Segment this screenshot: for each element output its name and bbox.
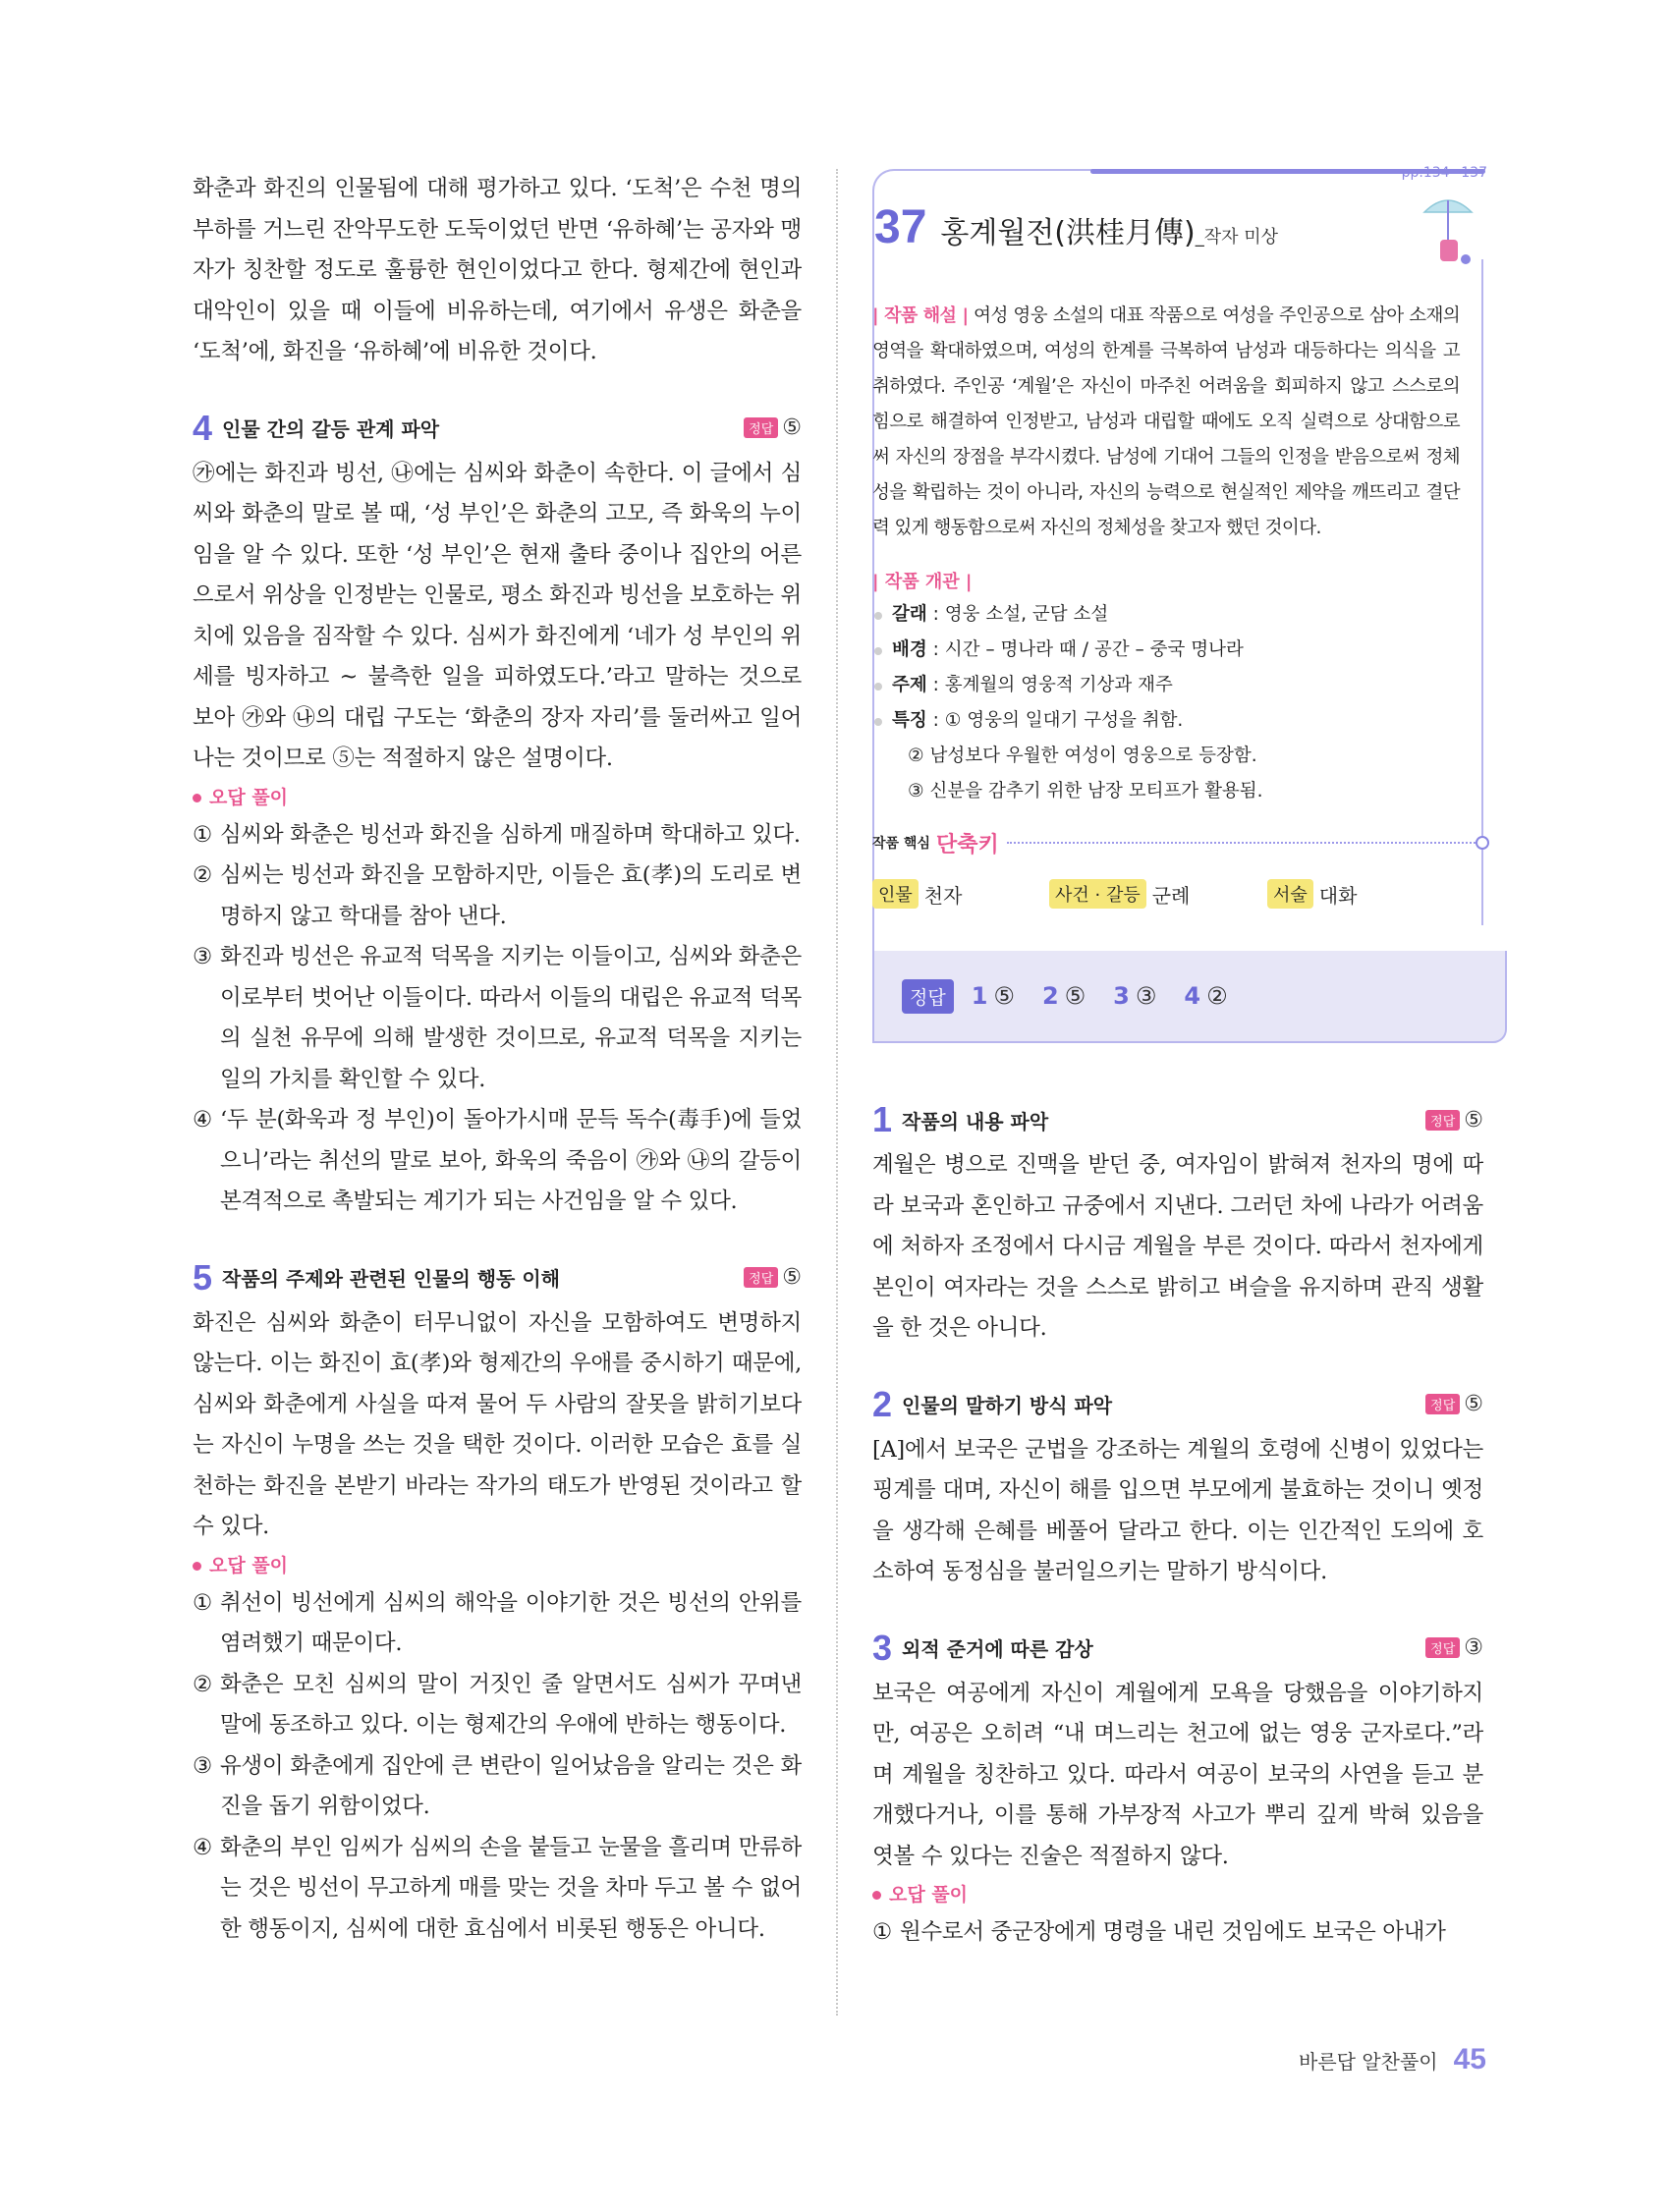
question-5-explanation: 화진은 심씨와 화춘이 터무니없이 자신을 모함하여도 변명하지 않는다. 이는 화진이 효(孝)와 형제간의 우애를 중시하기 때문에, 심씨와 화춘에게 사실을 따져 물어 두 사람의 잘못을 밝히기보다는 자신이 누명을 쓰는 것을 택한 것이다. 이러한 모습은 효를 실천하는 화진을 본받기 바라는 작가의 태도가 반영된 것이라고 할 수 있다.	[193, 1309, 802, 1539]
answer-badge: 정답	[744, 1267, 778, 1288]
wrong-answer-heading: 오답 풀이	[193, 1548, 802, 1583]
answer-value: ⑤	[782, 1265, 802, 1290]
question-3-explanation: 보국은 여공에게 자신이 계월에게 모욕을 당했음을 이야기하지만, 여공은 오히려 “내 며느리는 천고에 없는 영웅 군자로다.”라며 계월을 칭찬하고 있다. 따라서 여공이 보국의 사연을 듣고 분개했다거나, 이를 통해 가부장적 사고가 뿌리 깊게 박혀 있음을 엿볼 수 있다는 진술은 적절하지 않다.	[872, 1680, 1483, 1869]
core-key-item: 인물 천자	[872, 879, 1049, 909]
wrong-answer-item: ③ 유생이 화춘에게 집안에 큰 변란이 일어났음을 알리는 것은 화진을 돕기 위함이었다.	[193, 1752, 802, 1819]
answer-summary-tag: 정답	[902, 979, 954, 1014]
work-summary-box	[872, 165, 1487, 1043]
overview-item: ③ 신분을 감추기 위한 남장 모티프가 활용됨.	[908, 781, 1263, 802]
umbrella-icon	[1419, 191, 1477, 269]
core-key-header	[872, 823, 1460, 862]
question-number: 3	[872, 1627, 893, 1668]
overview-label: | 작품 개관 |	[872, 572, 973, 592]
answer-badge: 정답	[1425, 1637, 1460, 1658]
answer-badge: 정답	[1425, 1110, 1460, 1131]
wrong-answer-item: ④ 화춘의 부인 임씨가 심씨의 손을 붙들고 눈물을 흘리며 만류하는 것은 빙선이 무고하게 매를 맞는 것을 차마 두고 볼 수 없어 한 행동이지, 심씨에 대한 효심에서 비롯된 행동은 아니다.	[193, 1834, 802, 1942]
bullet-icon	[193, 794, 201, 802]
left-column	[193, 169, 802, 1950]
question-number: 2	[872, 1383, 893, 1424]
work-title: 홍계월전(洪桂月傳)	[940, 216, 1196, 250]
core-key-item: 사건 · 갈등 군례	[1049, 879, 1267, 909]
wrong-answer-item: ④ ‘두 분(화욱과 정 부인)이 돌아가시매 문득 독수(毒手)에 들었으니’라는 취선의 말로 보아, 화욱의 죽음이 ㉮와 ㉯의 갈등이 본격적으로 촉발되는 계기가 되는 사건임을 알 수 있다.	[193, 1107, 802, 1214]
work-header	[874, 171, 1483, 259]
question-title: 작품의 주제와 관련된 인물의 행동 이해	[222, 1267, 560, 1291]
question-number: 5	[193, 1256, 213, 1298]
page-range: pp.134~137	[1401, 165, 1487, 181]
answer-value: ③	[1464, 1635, 1483, 1660]
core-small-label: 작품 핵심	[872, 836, 930, 852]
overview-item: ② 남성보다 우월한 여성이 영웅으로 등장함.	[908, 746, 1257, 766]
work-box-body	[872, 259, 1483, 925]
question-number: 1	[872, 1099, 893, 1139]
answer-summary-item: 2 ⑤	[1041, 982, 1086, 1010]
overview-list	[872, 597, 1460, 809]
question-title: 인물의 말하기 방식 파악	[902, 1394, 1113, 1417]
dotted-rule	[1007, 842, 1476, 844]
question-3-header	[872, 1627, 1483, 1670]
page-footer	[1299, 2043, 1486, 2076]
bullet-icon	[193, 1562, 201, 1571]
question-number: 4	[193, 407, 213, 448]
work-author: _작자 미상	[1195, 227, 1278, 248]
bullet-icon	[872, 1891, 881, 1900]
circle-icon	[1476, 836, 1489, 850]
wrong-answer-item: ② 심씨는 빙선과 화진을 모함하지만, 이들은 효(孝)의 도리로 변명하지 않고 학대를 참아 낸다.	[193, 862, 802, 929]
overview-item: 갈래 : 영웅 소설, 군담 소설	[872, 597, 1460, 633]
wrong-answer-item: ① 원수로서 중군장에게 명령을 내린 것임에도 보국은 아내가	[872, 1919, 1446, 1945]
work-number: 37	[874, 201, 927, 253]
answer-value: ⑤	[1464, 1107, 1483, 1133]
column-divider	[836, 169, 838, 2016]
answer-summary-item: 3 ③	[1113, 982, 1157, 1010]
overview-item: 주제 : 홍계월의 영웅적 기상과 재주	[872, 668, 1460, 703]
overview-item: 배경 : 시간 – 명나라 때 / 공간 – 중국 명나라	[872, 633, 1460, 668]
wrong-answer-heading: 오답 풀이	[193, 780, 802, 815]
wrong-answer-item: ② 화춘은 모친 심씨의 말이 거짓인 줄 알면서도 심씨가 꾸며낸 말에 동조하고 있다. 이는 형제간의 우애에 반하는 행동이다.	[193, 1671, 802, 1738]
question-4-header	[193, 407, 802, 450]
question-title: 작품의 내용 파악	[902, 1109, 1049, 1134]
answer-value: ⑤	[1464, 1392, 1483, 1416]
question-title: 인물 간의 갈등 관계 파악	[222, 417, 440, 441]
question-4-explanation: ㉮에는 화진과 빙선, ㉯에는 심씨와 화춘이 속한다. 이 글에서 심씨와 화춘의 말로 볼 때, ‘성 부인’은 화춘의 고모, 즉 화욱의 누이임을 알 수 있다. 또한 ‘성 부인’은 현재 출타 중이나 집안의 어른으로서 위상을 인정받는 인물로, 평소 화진과 빙선을 보호하는 위치에 있음을 짐작할 수 있다. 심씨가 화진에게 ‘네가 성 부인의 위세를 빙자하고 ~ 불측한 일을 피하였도다.’라고 말하는 것으로 보아 ㉮와 ㉯의 대립 구도는 ‘화춘의 장자 자리’를 둘러싸고 일어나는 것이므로 ⑤는 적절하지 않은 설명이다.	[193, 460, 802, 771]
right-column	[872, 165, 1487, 1954]
wrong-answer-item: ① 심씨와 화춘은 빙선과 화진을 심하게 매질하며 학대하고 있다.	[193, 821, 801, 848]
overview-item: 특징 : ① 영웅의 일대기 구성을 취함.	[872, 703, 1460, 739]
answer-summary-item: 4 ②	[1184, 982, 1228, 1010]
question-2-header	[872, 1383, 1483, 1426]
answer-summary	[874, 951, 1507, 1043]
answer-value: ⑤	[782, 415, 802, 440]
core-key-row	[872, 872, 1460, 915]
question-title: 외적 준거에 따른 감상	[902, 1637, 1093, 1661]
commentary-label: | 작품 해설 |	[872, 305, 969, 326]
question-1-header	[872, 1098, 1483, 1141]
wrong-answer-item: ① 취선이 빙선에게 심씨의 해악을 이야기한 것은 빙선의 안위를 염려했기 때문이다.	[193, 1589, 802, 1656]
question-5-header	[193, 1256, 802, 1300]
wrong-answer-item: ③ 화진과 빙선은 유교적 덕목을 지키는 이들이고, 심씨와 화춘은 이로부터 벗어난 이들이다. 따라서 이들의 대립은 유교적 덕목의 실천 유무에 의해 발생한 것이므로, 유교적 덕목을 지키는 일의 가치를 확인할 수 있다.	[193, 944, 802, 1092]
core-key-item: 서술 대화	[1267, 879, 1357, 909]
footer-label: 바른답 알찬풀이	[1299, 2050, 1438, 2074]
answer-badge: 정답	[744, 417, 778, 438]
answer-summary-item: 1 ⑤	[971, 982, 1015, 1010]
core-big-label: 단축키	[935, 832, 999, 857]
commentary-text: | 작품 해설 | 여성 영웅 소설의 대표 작품으로 여성을 주인공으로 삼아 소재의 영역을 확대하였으며, 여성의 한계를 극복하여 남성과 대등하다는 의식을 고취하였다. 주인공 ‘계월’은 자신이 마주친 어려움을 회피하지 않고 스스로의 힘으로 해결하여 인정받고, 남성과 대립할 때에도 오직 실력으로 상대함으로써 자신의 장점을 부각시켰다. 남성에 기대어 그들의 인정을 받음으로써 정체성을 확립하는 것이 아니라, 자신의 능력으로 현실적인 제약을 깨뜨리고 결단력 있게 행동함으로써 자신의 정체성을 찾고자 했던 것이다.	[872, 305, 1461, 538]
page-number: 45	[1453, 2043, 1486, 2075]
wrong-answer-heading: 오답 풀이	[872, 1877, 1483, 1912]
intro-paragraph: 화춘과 화진의 인물됨에 대해 평가하고 있다. ‘도척’은 수천 명의 부하를 거느린 잔악무도한 도둑이었던 반면 ‘유하혜’는 공자와 맹자가 칭찬할 정도로 훌륭한 현인이었다고 한다. 형제간에 현인과 대악인이 있을 때 이들에 비유하는데, 여기에서 유생은 화춘을 ‘도척’에, 화진을 ‘유하혜’에 비유한 것이다.	[193, 176, 802, 364]
question-2-explanation: [A]에서 보국은 군법을 강조하는 계월의 호령에 신병이 있었다는 핑계를 대며, 자신이 해를 입으면 부모에게 불효하는 것이니 옛정을 생각해 은혜를 베풀어 달라고 한다. 이는 인간적인 도의에 호소하여 동정심을 불러일으키는 말하기 방식이다.	[872, 1436, 1483, 1584]
question-1-explanation: 계월은 병으로 진맥을 받던 중, 여자임이 밝혀져 천자의 명에 따라 보국과 혼인하고 규중에서 지낸다. 그러던 차에 나라가 어려움에 처하자 조정에서 다시금 계월을 부른 것이다. 따라서 천자에게 본인이 여자라는 것을 스스로 밝히고 벼슬을 유지하며 관직 생활을 한 것은 아니다.	[872, 1152, 1483, 1341]
answer-badge: 정답	[1425, 1394, 1460, 1414]
